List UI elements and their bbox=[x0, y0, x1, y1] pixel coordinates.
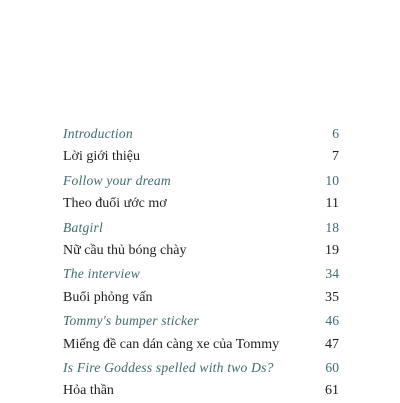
toc-entry-title: Introduction bbox=[63, 126, 133, 141]
toc-entry-title: Miếng đề can dán càng xe của Tommy bbox=[63, 336, 280, 352]
toc-entry-title: Tommy's bumper sticker bbox=[63, 313, 199, 329]
toc-entry-title: Batgirl bbox=[63, 219, 103, 235]
toc-entry[interactable] bbox=[63, 239, 339, 262]
toc-entry[interactable] bbox=[63, 379, 339, 402]
toc-entry-page-number: 34 bbox=[325, 266, 339, 282]
toc-entry[interactable] bbox=[63, 122, 339, 145]
toc-entry-page-number: 61 bbox=[325, 383, 339, 399]
toc-entry[interactable] bbox=[63, 192, 339, 215]
toc-entry-page-number: 19 bbox=[325, 242, 339, 258]
toc-entry-title: Buổi phỏng vấn bbox=[63, 289, 153, 305]
toc-entry-title: Is Fire Goddess spelled with two Ds? bbox=[63, 359, 274, 375]
toc-entry-title: Follow your dream bbox=[63, 172, 171, 188]
toc-entry-page-number: 10 bbox=[325, 172, 339, 188]
toc-entry-title: Nữ cầu thủ bóng chày bbox=[63, 242, 187, 258]
toc-entry-page-number: 18 bbox=[325, 219, 339, 235]
toc-entry-title: Theo đuổi ước mơ bbox=[63, 196, 167, 212]
toc-entry[interactable] bbox=[63, 262, 339, 285]
toc-entry-page-number: 60 bbox=[325, 359, 339, 375]
toc-entry-page-number: 7 bbox=[332, 149, 339, 165]
toc-entry[interactable] bbox=[63, 216, 339, 239]
toc-entry-page-number: 47 bbox=[325, 336, 339, 352]
toc-entry-title: The interview bbox=[63, 266, 140, 282]
toc-entry-page-number: 46 bbox=[325, 313, 339, 329]
table-of-contents bbox=[63, 122, 339, 403]
toc-entry[interactable] bbox=[63, 145, 339, 168]
toc-entry-page-number: 6 bbox=[332, 126, 339, 141]
toc-entry[interactable] bbox=[63, 169, 339, 192]
toc-entry-title: Lời giới thiệu bbox=[63, 149, 141, 165]
toc-entry[interactable] bbox=[63, 356, 339, 379]
toc-entry-page-number: 35 bbox=[325, 289, 339, 305]
toc-entry-title: Hỏa thần bbox=[63, 383, 114, 399]
toc-entry[interactable] bbox=[63, 286, 339, 309]
toc-entry[interactable] bbox=[63, 309, 339, 332]
toc-entry-page-number: 11 bbox=[325, 196, 339, 212]
toc-entry[interactable] bbox=[63, 333, 339, 356]
